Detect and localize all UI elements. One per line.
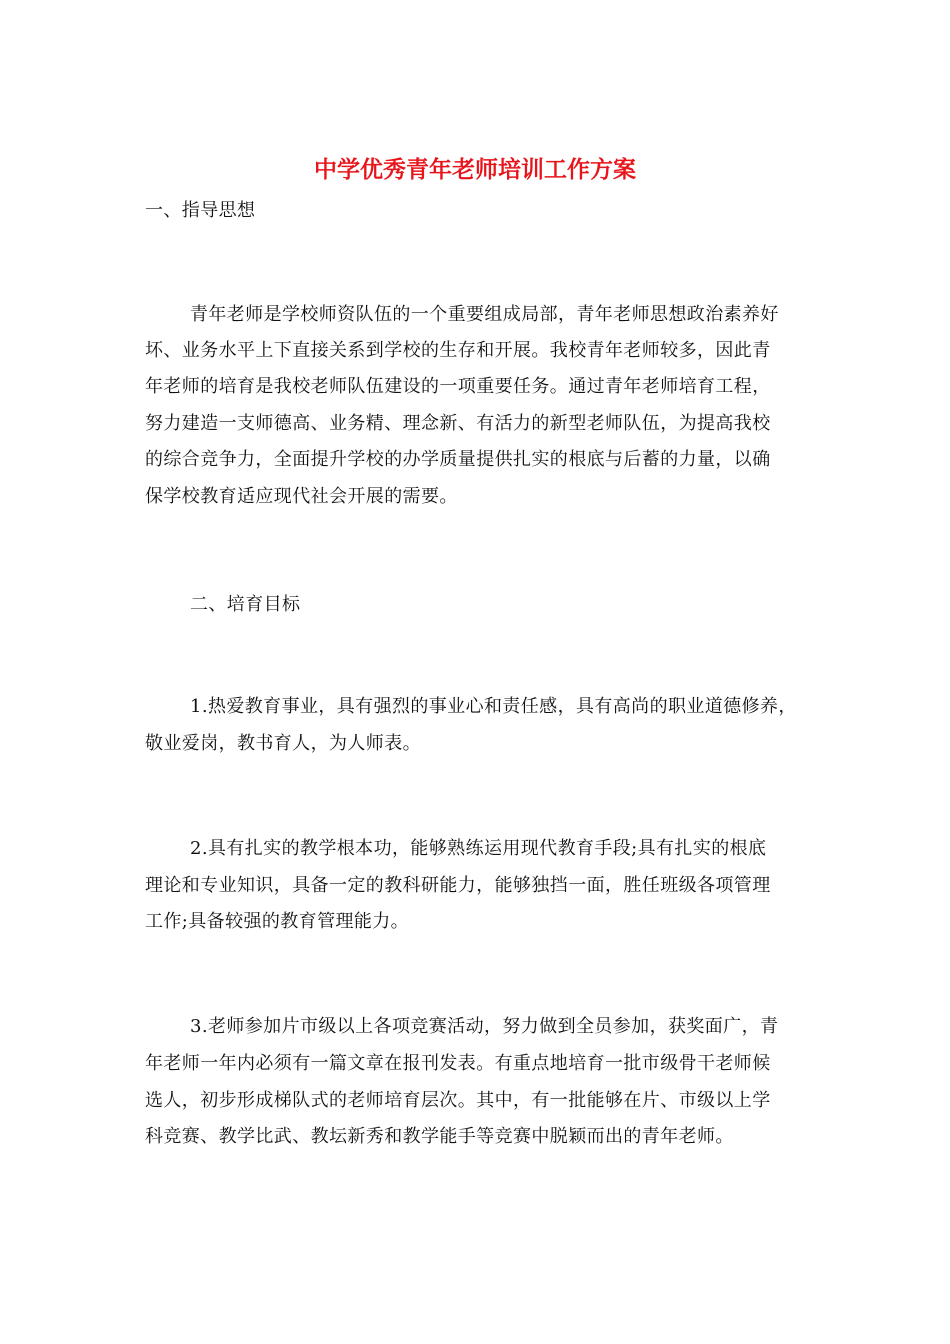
- list-item-line: 工作;具备较强的教育管理能力。: [145, 911, 410, 932]
- list-item-line: 科竞赛、教学比武、教坛新秀和教学能手等竞赛中脱颖而出的青年老师。: [145, 1126, 734, 1147]
- list-item-line: 2.具有扎实的教学根本功，能够熟练运用现代教育手段;具有扎实的根底: [190, 838, 767, 859]
- paragraph-line: 坏、业务水平上下直接关系到学校的生存和开展。我校青年老师较多，因此青: [145, 340, 771, 361]
- paragraph-line: 年老师的培育是我校老师队伍建设的一项重要任务。通过青年老师培育工程，: [145, 376, 771, 397]
- list-item-line: 年老师一年内必须有一篇文章在报刊发表。有重点地培育一批市级骨干老师候: [145, 1053, 771, 1074]
- list-item-line: 3.老师参加片市级以上各项竞赛活动，努力做到全员参加，获奖面广，青: [190, 1016, 779, 1037]
- section-heading-guiding-ideology: 一、指导思想: [145, 200, 256, 221]
- list-item-line: 选人，初步形成梯队式的老师培育层次。其中，有一批能够在片、市级以上学: [145, 1090, 771, 1111]
- paragraph-line: 的综合竞争力，全面提升学校的办学质量提供扎实的根底与后蓄的力量，以确: [145, 449, 771, 470]
- list-item-line: 敬业爱岗，教书育人，为人师表。: [145, 733, 421, 754]
- paragraph-line: 青年老师是学校师资队伍的一个重要组成局部，青年老师思想政治素养好: [190, 304, 779, 325]
- section-heading-training-goals: 二、培育目标: [190, 594, 301, 615]
- paragraph-line: 努力建造一支师德高、业务精、理念新、有活力的新型老师队伍，为提高我校: [145, 413, 771, 434]
- paragraph-line: 保学校教育适应现代社会开展的需要。: [145, 486, 458, 507]
- list-item-line: 理论和专业知识，具备一定的教科研能力，能够独挡一面，胜任班级各项管理: [145, 875, 771, 896]
- list-item-line: 1.热爱教育事业，具有强烈的事业心和责任感，具有高尚的职业道德修养，: [190, 696, 797, 717]
- document-title: 中学优秀青年老师培训工作方案: [314, 156, 636, 183]
